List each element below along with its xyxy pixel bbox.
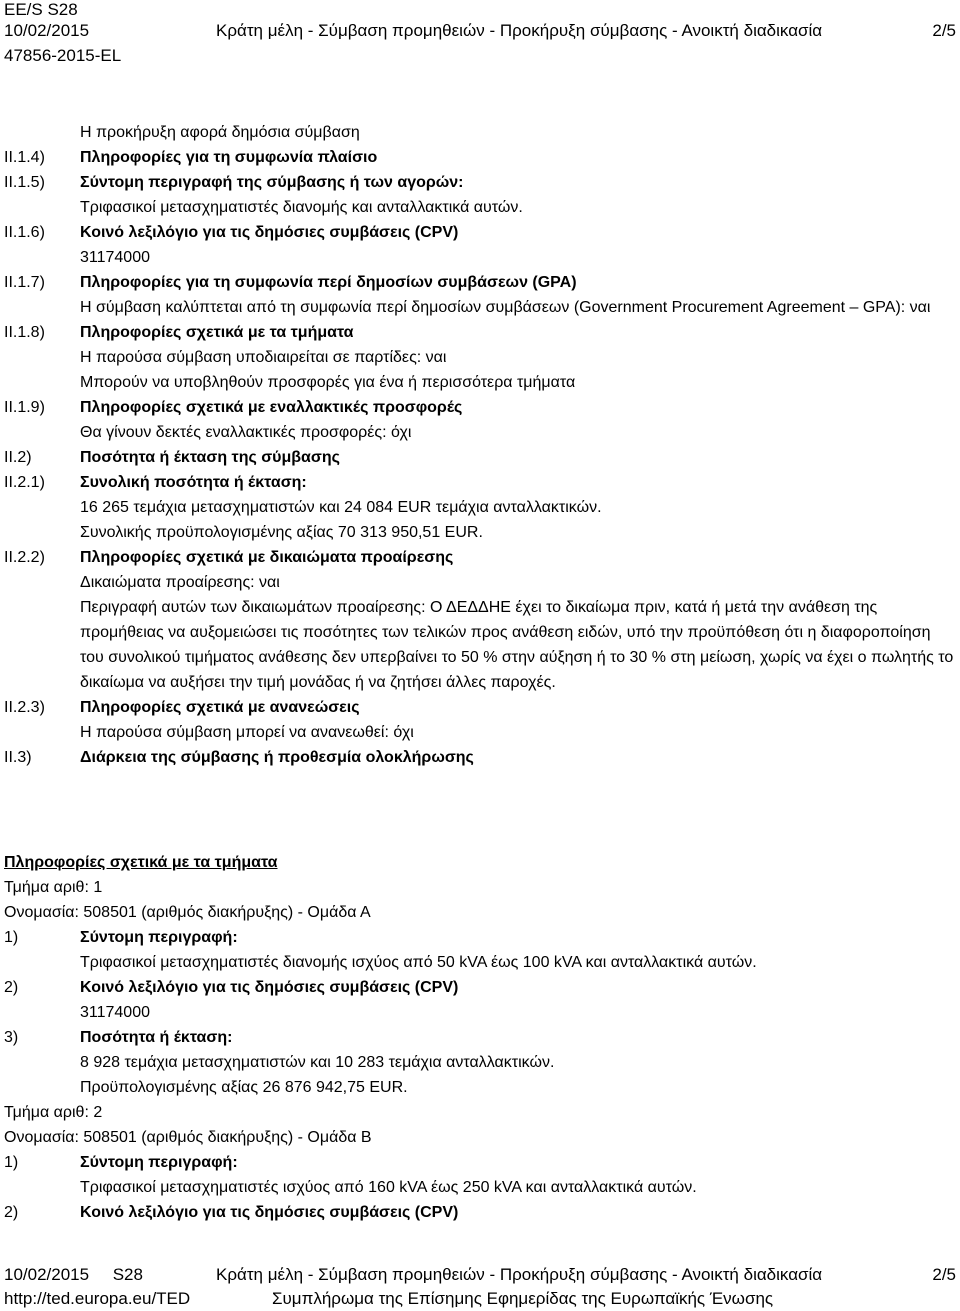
section-text: Η προκήρυξη αφορά δημόσια σύμβαση [80,124,360,141]
lot-number: Τμήμα αριθ: 2 [4,1104,103,1121]
section-number: II.1.4) [4,149,45,166]
footer-title: Κράτη μέλη - Σύμβαση προμηθειών - Προκήρυξη σύμβασης - Ανοικτή διαδικασία [216,1265,823,1284]
section-number: II.1.5) [4,174,45,191]
section-text: Η παρούσα σύμβαση υποδιαιρείται σε παρτίδες: ναι [80,349,447,366]
section-number: II.1.7) [4,274,45,291]
section-text: Η παρούσα σύμβαση μπορεί να ανανεωθεί: όχι [80,724,414,741]
section-heading: Πληροφορίες σχετικά με δικαιώματα προαίρεσης [80,549,454,566]
section-list [0,120,960,770]
lot-item-title: Ποσότητα ή έκταση: [80,1029,233,1046]
section-content [80,545,956,695]
section-text: Δικαιώματα προαίρεσης: ναι [80,574,280,591]
footer-url: http://ted.europa.eu/TED [4,1289,191,1308]
section-number: II.2.2) [4,549,45,566]
lot-item [4,925,956,975]
lot-item [4,975,956,1025]
section-content [80,395,956,445]
lot-item-title: Σύντομη περιγραφή: [80,1154,238,1171]
lot-item-body [80,1200,956,1225]
section-text: 31174000 [80,249,150,266]
section-content [80,695,956,745]
section-row [0,745,960,770]
footer-page-number: 2/5 [932,1265,956,1284]
lot-item-body [80,1150,956,1200]
section-number: II.2.1) [4,474,45,491]
lot-name: Ονομασία: 508501 (αριθμός διακήρυξης) - Ομάδα Β [4,1129,372,1146]
lots-block [4,850,956,1225]
lot-item-number: 2) [4,979,19,996]
footer-date: 10/02/2015 S28 [4,1265,143,1284]
section-row [0,170,960,220]
section-row [0,395,960,445]
header-edition: EE/S S28 [4,0,78,19]
lot-item [4,1200,956,1225]
lot-number: Τμήμα αριθ: 1 [4,879,103,896]
lot-item-body [80,925,956,975]
section-number: II.3) [4,749,32,766]
lot-name: Ονομασία: 508501 (αριθμός διακήρυξης) - Ομάδα Α [4,904,371,921]
lot-block [4,1100,956,1225]
section-heading: Πληροφορίες για τη συμφωνία περί δημοσίων συμβάσεων (GPA) [80,274,577,291]
section-number: II.1.6) [4,224,45,241]
lot-item-text: Τριφασικοί μετασχηματιστές ισχύος από 160 kVA έως 250 kVA και ανταλλακτικά αυτών. [80,1179,697,1196]
lot-item-title: Κοινό λεξιλόγιο για τις δημόσιες συμβάσεις (CPV) [80,1204,459,1221]
section-text: Συνολικής προϋπολογισμένης αξίας 70 313 950,51 EUR. [80,524,483,541]
section-row [0,695,960,745]
section-text: Θα γίνουν δεκτές εναλλακτικές προσφορές: όχι [80,424,412,441]
section-number: II.1.9) [4,399,45,416]
section-heading: Πληροφορίες σχετικά με εναλλακτικές προσφορές [80,399,463,416]
lot-item-number: 1) [4,929,19,946]
section-content [80,220,956,270]
lot-item-number: 1) [4,1154,19,1171]
lot-item-body [80,975,956,1025]
header-notice-number: 47856-2015-EL [4,46,122,65]
section-heading: Συνολική ποσότητα ή έκταση: [80,474,307,491]
section-text: Μπορούν να υποβληθούν προσφορές για ένα ή περισσότερα τμήματα [80,374,576,391]
section-row [0,470,960,545]
lot-item [4,1150,956,1200]
section-heading: Πληροφορίες σχετικά με ανανεώσεις [80,699,360,716]
section-row [0,545,960,695]
header-date: 10/02/2015 [4,21,90,40]
section-text: Τριφασικοί μετασχηματιστές διανομής και ανταλλακτικά αυτών. [80,199,523,216]
section-content [80,270,956,320]
header-title: Κράτη μέλη - Σύμβαση προμηθειών - Προκήρυξη σύμβασης - Ανοικτή διαδικασία [216,21,823,40]
section-row [0,220,960,270]
section-row [0,445,960,470]
section-heading: Διάρκεια της σύμβασης ή προθεσμία ολοκλήρωσης [80,749,474,766]
section-number: II.1.8) [4,324,45,341]
lot-item-title: Σύντομη περιγραφή: [80,929,238,946]
lot-block [4,875,956,1100]
lot-item-body [80,1025,956,1100]
lot-item-title: Κοινό λεξιλόγιο για τις δημόσιες συμβάσεις (CPV) [80,979,459,996]
lot-item-number: 2) [4,1204,19,1221]
section-heading: Κοινό λεξιλόγιο για τις δημόσιες συμβάσεις (CPV) [80,224,459,241]
section-text: Η σύμβαση καλύπτεται από τη συμφωνία περί δημοσίων συμβάσεων (Government Procurement Agreement – GPA): ναι [80,299,931,316]
lot-item-text: 8 928 τεμάχια μετασχηματιστών και 10 283 τεμάχια ανταλλακτικών. [80,1054,555,1071]
page-header [4,0,956,70]
lots-heading: Πληροφορίες σχετικά με τα τμήματα [4,854,278,871]
section-text: Περιγραφή αυτών των δικαιωμάτων προαίρεσης: Ο ΔΕΔΔΗΕ έχει το δικαίωμα πριν, κατά ή μετά την ανάθεση της προμήθειας να αυξομειώσει τις ποσότητες των τελικών προς ανάθεση ειδών, υπό την προϋπόθεση ότι η διαφοροποίηση του συνολικού τιμήματος ανάθεσης δεν υπερβαίνει το 50 % στην αύξηση ή το 30 % στη μείωση, χωρίς να έχει ο πωλητής το δικαίωμα να αυξήσει την τιμή μονάδας ή να ζητήσει άλλες παροχές. [80,599,954,691]
section-heading: Ποσότητα ή έκταση της σύμβασης [80,449,340,466]
lot-item-text: 31174000 [80,1004,150,1021]
footer-subtitle: Συμπλήρωμα της Επίσημης Εφημερίδας της Ευρωπαϊκής Ένωσης [272,1289,774,1308]
section-row [0,145,960,170]
section-content [80,445,956,470]
section-row [0,320,960,395]
header-page-number: 2/5 [932,21,956,40]
page-footer [4,1264,956,1310]
lot-item-text: Προϋπολογισμένης αξίας 26 876 942,75 EUR. [80,1079,408,1096]
section-content [80,145,956,170]
section-content [80,745,956,770]
section-content [80,170,956,220]
section-content [80,320,956,395]
section-content [80,120,956,145]
lot-item [4,1025,956,1100]
section-heading: Πληροφορίες για τη συμφωνία πλαίσιο [80,149,378,166]
section-heading: Σύντομη περιγραφή της σύμβασης ή των αγορών: [80,174,464,191]
section-text: 16 265 τεμάχια μετασχηματιστών και 24 084 EUR τεμάχια ανταλλακτικών. [80,499,602,516]
lot-item-text: Τριφασικοί μετασχηματιστές διανομής ισχύος από 50 kVA έως 100 kVA και ανταλλακτικά αυτών. [80,954,757,971]
section-number: II.2) [4,449,32,466]
section-row [0,120,960,145]
section-content [80,470,956,545]
section-row [0,270,960,320]
section-heading: Πληροφορίες σχετικά με τα τμήματα [80,324,354,341]
lot-item-number: 3) [4,1029,19,1046]
section-number: II.2.3) [4,699,45,716]
